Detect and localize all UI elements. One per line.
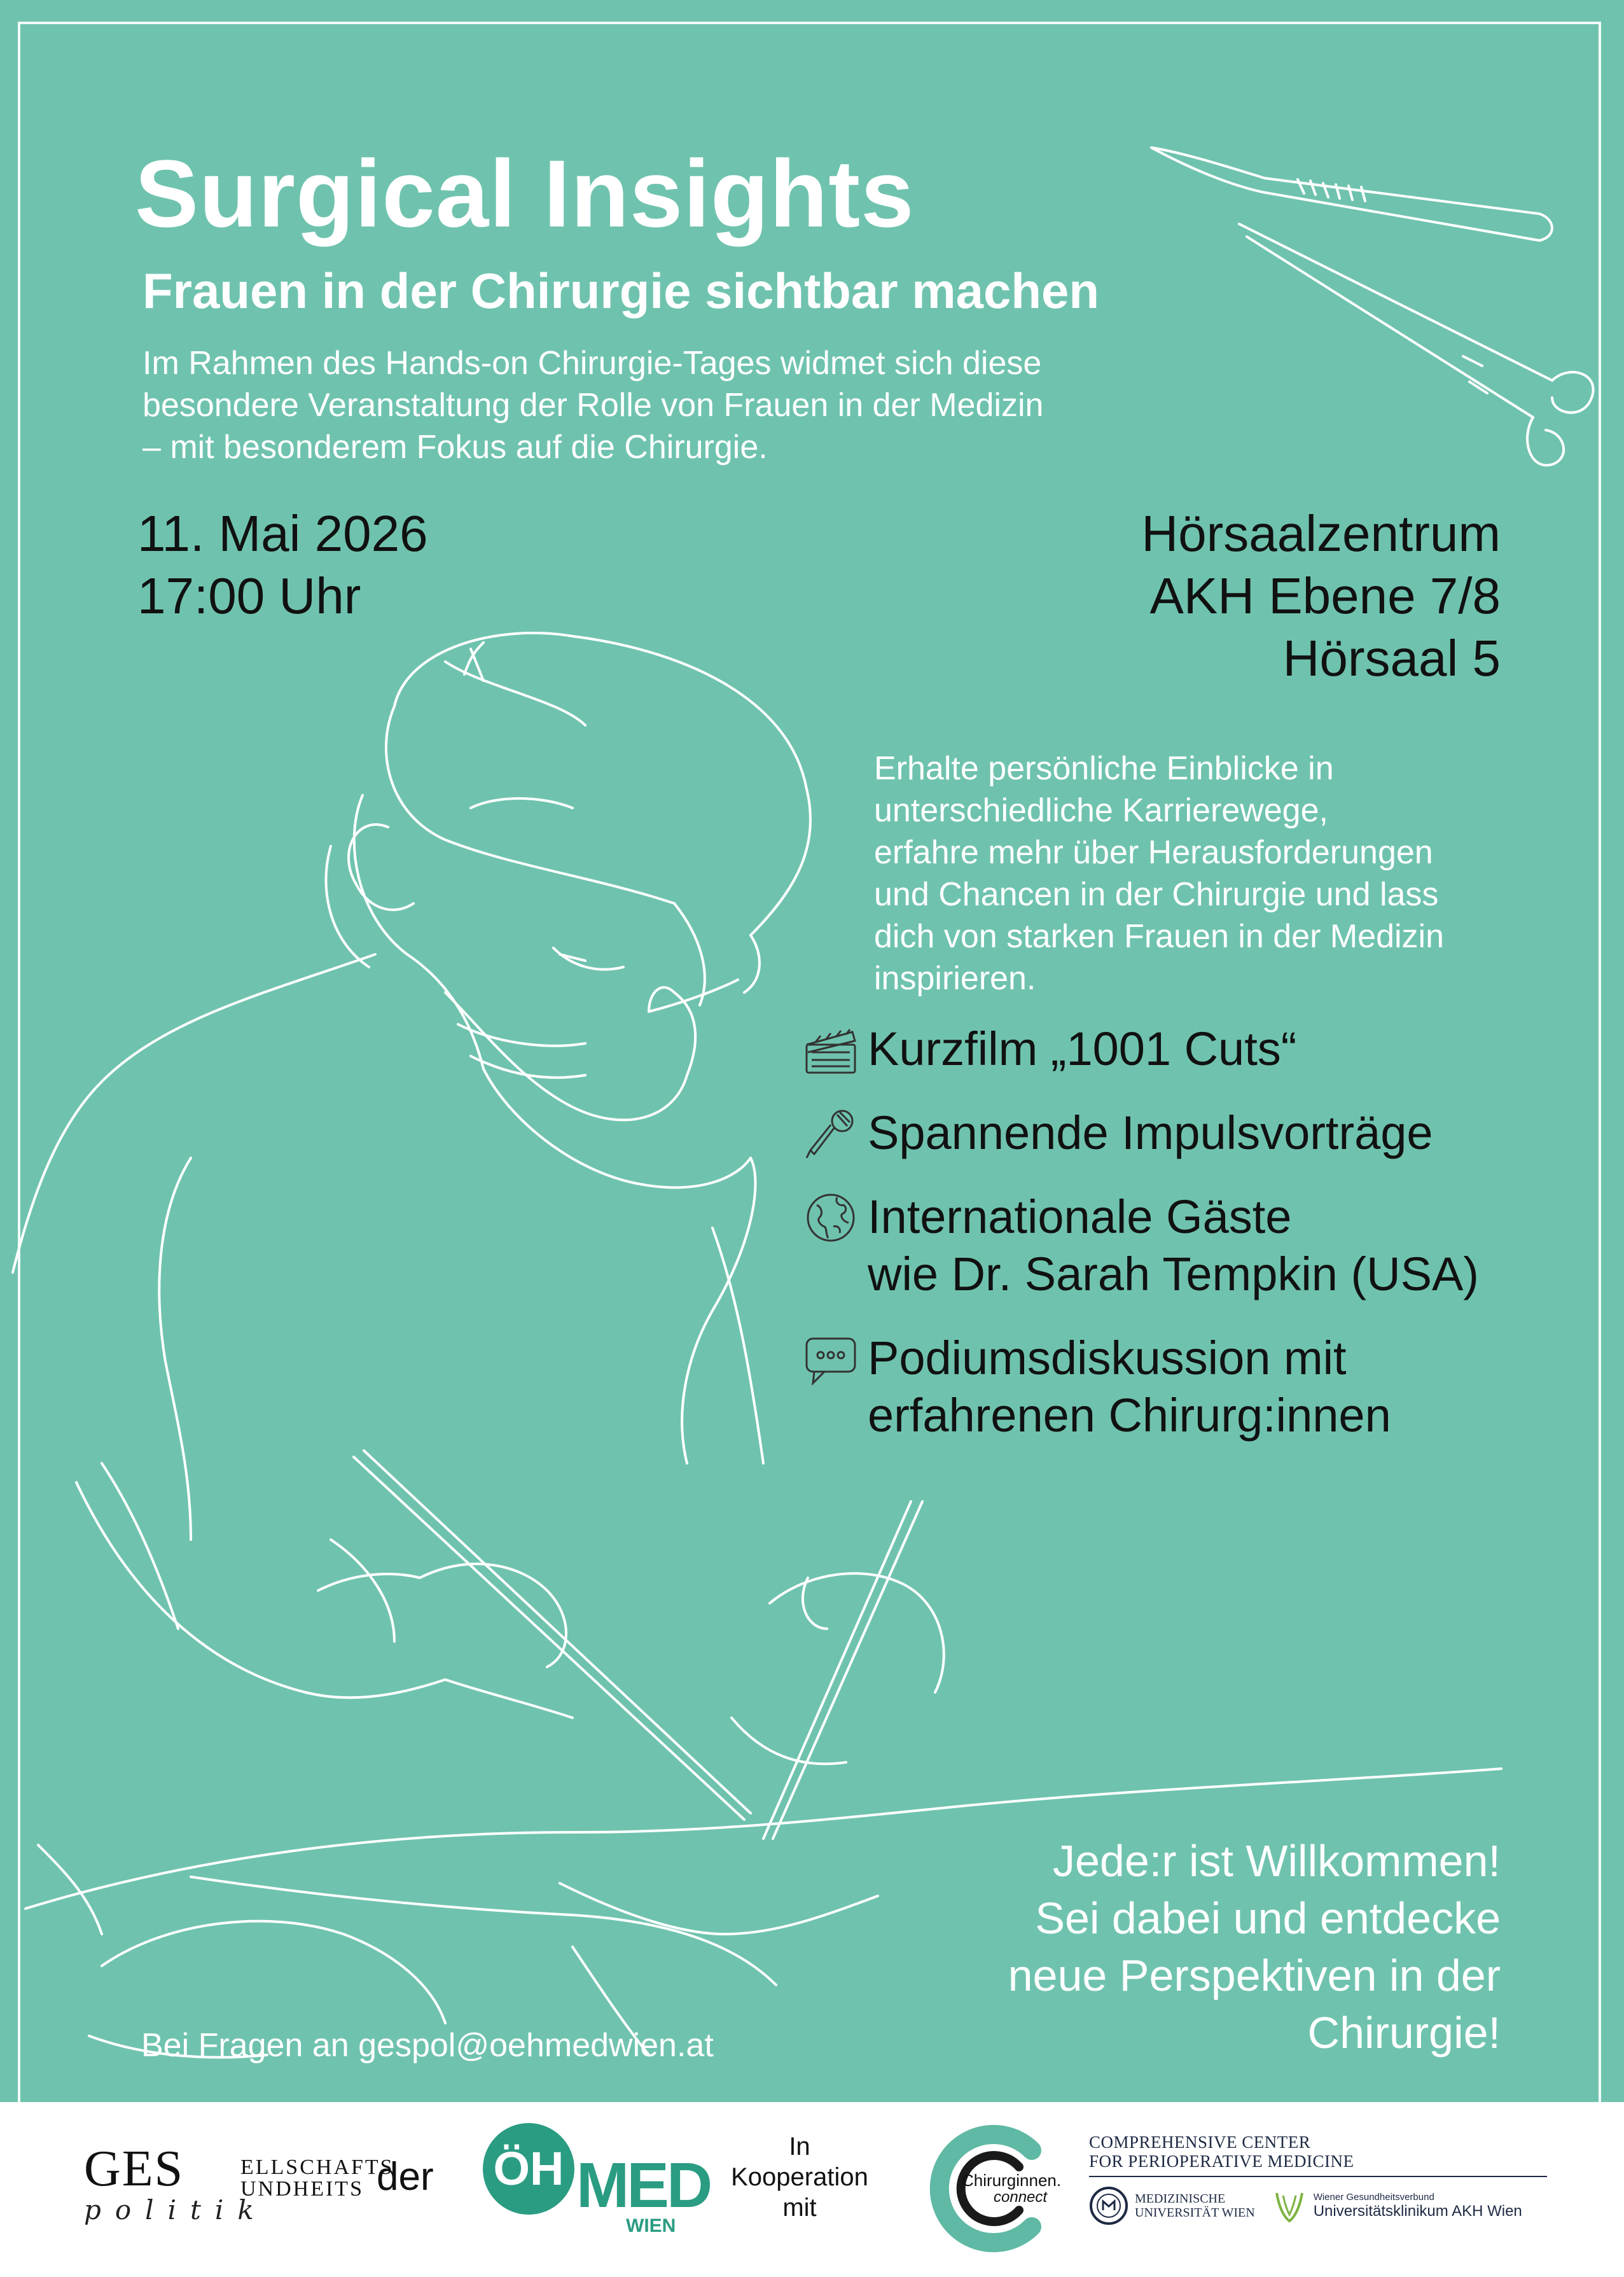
event-datetime — [137, 503, 428, 627]
meduni-line2: UNIVERSITÄT WIEN — [1135, 2206, 1255, 2220]
ges-big: GES — [84, 2141, 184, 2197]
microphone-icon — [802, 1104, 860, 1163]
welcome-line: neue Perspektiven in der — [1008, 1951, 1501, 2000]
ges-script: politik — [84, 2194, 268, 2225]
speech-bubble-icon — [802, 1330, 860, 1388]
koop-line: mit — [782, 2194, 817, 2222]
ges-top: ELLSCHAFTS — [240, 2155, 394, 2179]
feature-label: Podiumsdiskussion mit — [868, 1332, 1347, 1384]
clapperboard-icon — [802, 1020, 860, 1079]
venue-line: Hörsaalzentrum — [1141, 505, 1501, 562]
ges-bottom: UNDHEITS — [240, 2177, 364, 2201]
event-date: 11. Mai 2026 — [137, 505, 428, 562]
feature-item-guests — [802, 1188, 1479, 1303]
contact-email[interactable]: Bei Fragen an gespol@oehmedwien.at — [141, 2027, 714, 2064]
welcome-line: Jede:r ist Willkommen! — [1052, 1836, 1501, 1886]
teaser-line: unterschiedliche Karrierewege, — [874, 792, 1328, 829]
intro-line: – mit besonderem Fokus auf die Chirurgie. — [142, 429, 768, 466]
koop-line: In — [789, 2133, 810, 2161]
teaser-line: und Chancen in der Chirurgie und lass — [874, 876, 1439, 913]
chirurginnen-connect-logo — [924, 2125, 1062, 2255]
akh-leaf-icon — [1270, 2187, 1308, 2225]
oeh-med-wien-logo — [481, 2121, 711, 2236]
welcome-line: Sei dabei und entdecke — [1035, 1893, 1501, 1943]
akh-line1: Wiener Gesundheitsverbund — [1313, 2191, 1434, 2203]
feature-item-film — [802, 1020, 1296, 1079]
teaser-line: Erhalte persönliche Einblicke in — [874, 750, 1334, 787]
footer-der: der — [377, 2155, 434, 2199]
feature-item-panel — [802, 1330, 1391, 1444]
ccpm-partners — [1089, 2186, 1547, 2225]
teaser-line: inspirieren. — [874, 960, 1036, 997]
ccpm-line2: FOR PERIOPERATIVE MEDICINE — [1089, 2152, 1354, 2171]
feature-label: Kurzfilm „1001 Cuts“ — [868, 1022, 1297, 1075]
teaser-text — [874, 748, 1542, 999]
forceps-icon — [1239, 224, 1593, 465]
welcome-line: Chirurgie! — [1307, 2008, 1501, 2058]
teaser-line: erfahre mehr über Herausforderungen — [874, 834, 1433, 871]
gesundheitspolitik-logo — [84, 2140, 394, 2225]
feature-label: Internationale Gäste — [868, 1190, 1292, 1243]
ccpm-line1: COMPREHENSIVE CENTER — [1089, 2133, 1311, 2152]
venue-line: AKH Ebene 7/8 — [1149, 568, 1501, 624]
oeh-med: MED — [576, 2150, 711, 2221]
koop-line: Kooperation — [731, 2163, 868, 2191]
feature-text — [868, 1188, 1479, 1303]
intro-line: Im Rahmen des Hands-on Chirurgie-Tages widmet sich diese — [142, 345, 1042, 382]
welcome-message — [1008, 1832, 1501, 2061]
poster-title: Surgical Insights — [135, 140, 915, 247]
feature-text — [868, 1330, 1391, 1444]
feature-item-talks — [802, 1104, 1433, 1163]
venue-line: Hörsaal 5 — [1282, 630, 1501, 686]
intro-line: besondere Veranstaltung der Rolle von Frauen in der Medizin — [142, 387, 1044, 424]
akh-text — [1314, 2192, 1522, 2220]
kooperation-text — [720, 2131, 879, 2223]
feature-label: Spannende Impulsvorträge — [868, 1106, 1433, 1159]
feature-label: erfahrenen Chirurg:innen — [868, 1389, 1391, 1442]
ges-stack — [240, 2157, 394, 2200]
feature-label: wie Dr. Sarah Tempkin (USA) — [868, 1248, 1479, 1300]
meduni-seal-icon — [1089, 2186, 1128, 2225]
scalpel-icon — [1151, 148, 1552, 240]
akh-line2: Universitätsklinikum AKH Wien — [1313, 2202, 1522, 2220]
event-venue — [1141, 503, 1501, 690]
sponsor-footer — [0, 2102, 1624, 2277]
oeh-wien: WIEN — [626, 2215, 676, 2236]
oeh-badge-text: ÖH — [493, 2142, 564, 2195]
chirurginnen-name: Chirurginnen. — [962, 2171, 1062, 2190]
ccpm-logo — [1089, 2133, 1547, 2225]
chirurginnen-connect: connect — [994, 2189, 1048, 2206]
oeh-badge-icon — [481, 2121, 576, 2217]
intro-text — [142, 342, 1224, 468]
teaser-line: dich von starken Frauen in der Medizin — [874, 918, 1445, 955]
event-time: 17:00 Uhr — [137, 568, 361, 624]
globe-icon — [802, 1188, 860, 1247]
poster-subtitle: Frauen in der Chirurgie sichtbar machen — [142, 263, 1100, 319]
meduni-line1: MEDIZINISCHE — [1135, 2192, 1226, 2206]
meduni-text — [1135, 2192, 1255, 2220]
ccpm-divider — [1089, 2176, 1547, 2177]
